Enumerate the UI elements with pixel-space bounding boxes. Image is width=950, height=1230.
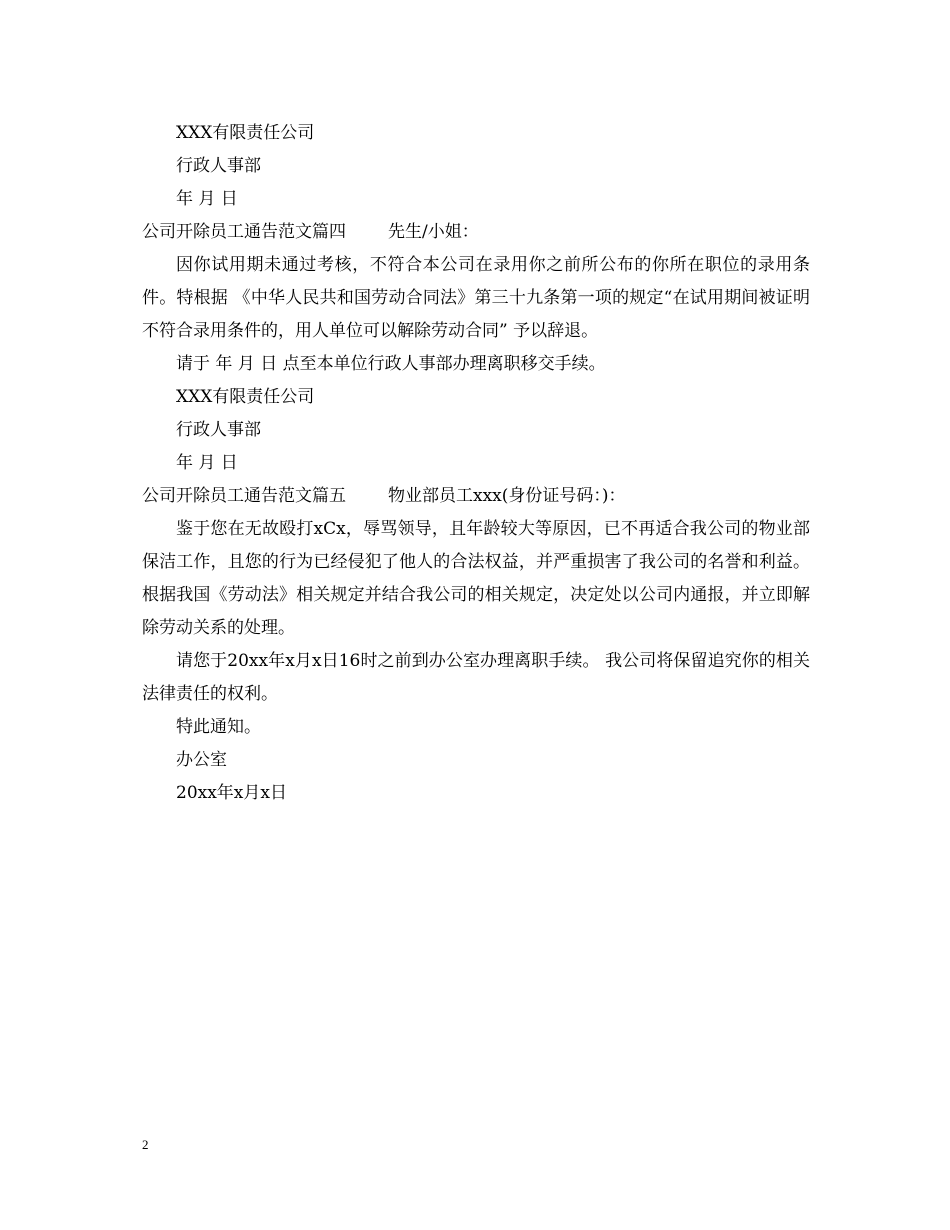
section-title: 公司开除员工通告范文篇五 bbox=[142, 486, 346, 506]
department-signature: 行政人事部 bbox=[176, 156, 261, 176]
instruction-paragraph: 请您于20xx年x月x日16时之前到办公室办理离职手续。 我公司将保留追究你的相关法律责任的权利。 bbox=[142, 651, 810, 704]
date-line: 年 月 日 bbox=[176, 189, 238, 209]
section-heading-five bbox=[142, 480, 810, 513]
notice-paragraph: 鉴于您在无故殴打xCx，辱骂领导，且年龄较大等原因，已不再适合我公司的物业部保洁工作，且您的行为已经侵犯了他人的合法权益，并严重损害了我公司的名誉和利益。根据我国《劳动法》相关规定并结合我公司的相关规定，决定处以公司内通报，并立即解除劳动关系的处理。 bbox=[142, 519, 810, 638]
salutation: 先生/小姐： bbox=[388, 222, 479, 242]
document-body bbox=[142, 117, 810, 810]
office-signature: 办公室 bbox=[176, 750, 227, 770]
company-name-signature: XXX有限责任公司 bbox=[176, 123, 315, 143]
date-line: 年 月 日 bbox=[176, 453, 238, 473]
department-signature: 行政人事部 bbox=[176, 420, 261, 440]
salutation: 物业部员工xxx(身份证号码：)： bbox=[388, 486, 626, 506]
notice-paragraph: 因你试用期未通过考核，不符合本公司在录用你之前所公布的你所在职位的录用条件。特根据 《中华人民共和国劳动合同法》第三十九条第一项的规定“在试用期间被证明不符合录用条件的，用人单位可以解除劳动合同” 予以辞退。 bbox=[142, 255, 810, 341]
closing-line: 特此通知。 bbox=[176, 717, 261, 737]
company-name-signature: XXX有限责任公司 bbox=[176, 387, 315, 407]
page-number: 2 bbox=[142, 1137, 149, 1152]
section-title: 公司开除员工通告范文篇四 bbox=[142, 222, 346, 242]
date-line: 20xx年x月x日 bbox=[176, 783, 287, 803]
instruction-paragraph: 请于 年 月 日 点至本单位行政人事部办理离职移交手续。 bbox=[176, 354, 606, 374]
section-heading-four bbox=[142, 216, 810, 249]
